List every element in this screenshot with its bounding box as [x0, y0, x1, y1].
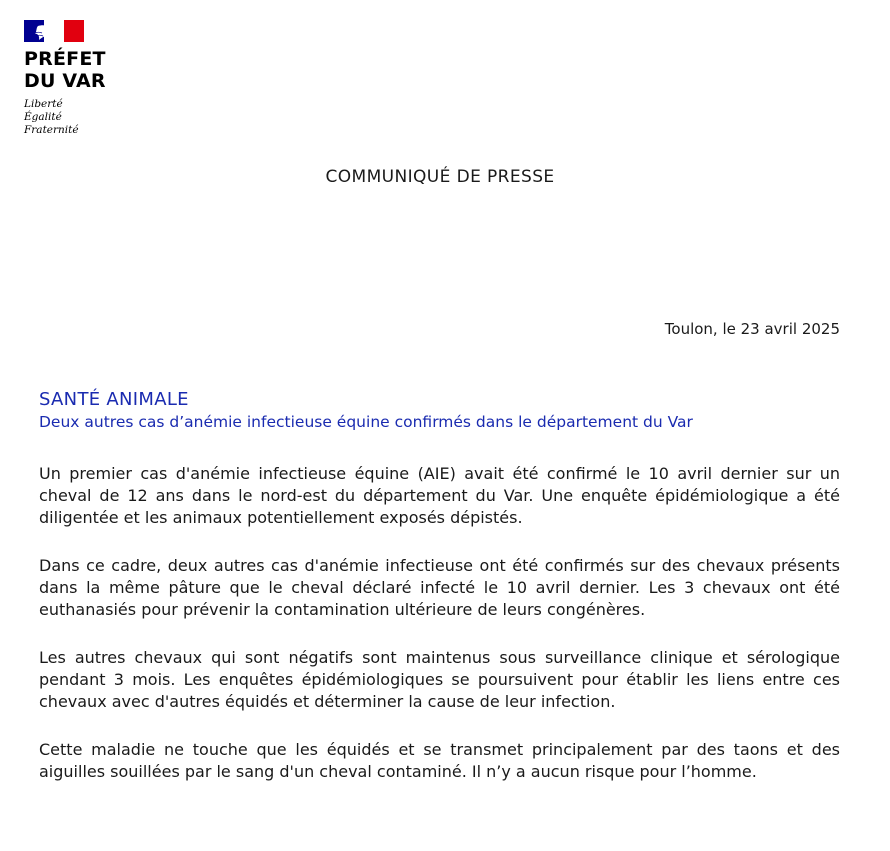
- paragraph-3: Les autres chevaux qui sont négatifs sont maintenus sous surveillance clinique et sérologique pendant 3 mois. Les enquêtes épidémiologiques se poursuivent pour établir les liens entre ces chevaux avec d'autres équidés et déterminer la cause de leur infection.: [39, 648, 840, 711]
- motto-liberte: Liberté: [24, 98, 63, 110]
- motto-egalite: Égalité: [24, 111, 62, 123]
- date-line: Toulon, le 23 avril 2025: [664, 320, 840, 338]
- republic-motto: [24, 98, 106, 137]
- paragraph-1: Un premier cas d'anémie infectieuse équine (AIE) avait été confirmé le 10 avril dernier sur un cheval de 12 ans dans le nord-est du département du Var. Une enquête épidémiologique a été diligentée et les animaux potentiellement exposés dépistés.: [39, 464, 840, 527]
- press-release-body: [39, 463, 840, 809]
- prefecture-logo: [24, 20, 106, 137]
- headline: Deux autres cas d’anémie infectieuse équine confirmés dans le département du Var: [39, 413, 693, 431]
- issuer-line-2: DU VAR: [24, 70, 106, 92]
- motto-fraternite: Fraternité: [24, 124, 79, 136]
- paragraph-4: Cette maladie ne touche que les équidés et se transmet principalement par des taons et des aiguilles souillées par le sang d'un cheval contaminé. Il n’y a aucun risque pour l’homme.: [39, 740, 840, 781]
- issuer-line-1: PRÉFET: [24, 48, 106, 70]
- marianne-logo-icon: [24, 20, 84, 42]
- rubric-title: SANTÉ ANIMALE: [39, 389, 189, 410]
- document-type: COMMUNIQUÉ DE PRESSE: [325, 167, 555, 187]
- issuer-name: [24, 48, 106, 92]
- paragraph-2: Dans ce cadre, deux autres cas d'anémie infectieuse ont été confirmés sur des chevaux présents dans la même pâture que le cheval déclaré infecté le 10 avril dernier. Les 3 chevaux ont été euthanasiés pour prévenir la contamination ultérieure de leurs congénères.: [39, 556, 840, 619]
